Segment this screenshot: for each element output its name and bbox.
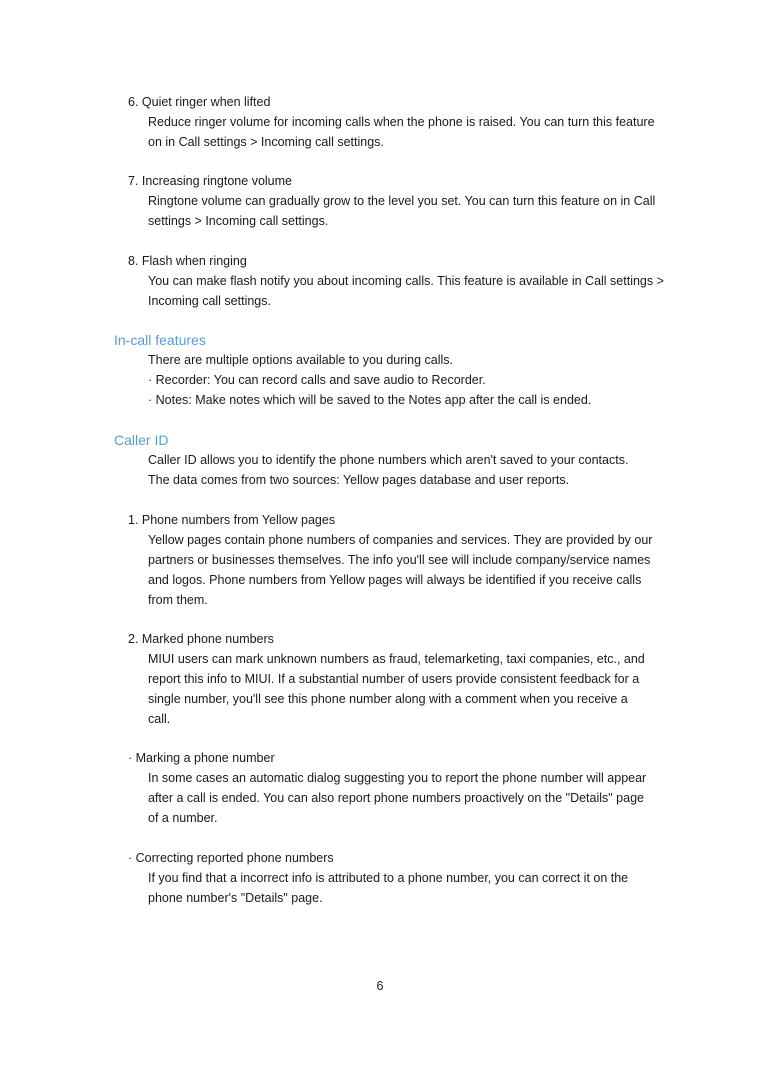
text-line: of a number.	[148, 811, 218, 825]
item-title-marking-number: · Marking a phone number	[128, 751, 275, 765]
text-line: report this info to MIUI. If a substantial number of users provide consistent feedback for a	[148, 672, 640, 686]
text-line: Yellow pages contain phone numbers of companies and services. They are provided by our	[148, 533, 653, 547]
text-line: · Recorder: You can record calls and save audio to Recorder.	[148, 373, 486, 387]
text-line: If you find that a incorrect info is attributed to a phone number, you can correct it on the	[148, 871, 629, 885]
text-line: Reduce ringer volume for incoming calls when the phone is raised. You can turn this feature	[148, 115, 655, 129]
item-body-flash-ringing	[148, 271, 668, 311]
section-body-incall	[148, 350, 668, 410]
section-heading-callerid: Caller ID	[114, 432, 169, 448]
text-line: after a call is ended. You can also report phone numbers proactively on the "Details" page	[148, 791, 644, 805]
item-body-marking-number	[148, 768, 668, 828]
item-title-marked-numbers: 2. Marked phone numbers	[128, 632, 274, 646]
item-title-flash-ringing: 8. Flash when ringing	[128, 254, 247, 268]
text-line: In some cases an automatic dialog suggesting you to report the phone number will appear	[148, 771, 647, 785]
item-title-correcting-numbers: · Correcting reported phone numbers	[128, 851, 334, 865]
text-line: Ringtone volume can gradually grow to the level you set. You can turn this feature on in Call	[148, 194, 656, 208]
text-line: settings > Incoming call settings.	[148, 214, 329, 228]
text-line: and logos. Phone numbers from Yellow pages will always be identified if you receive calls	[148, 573, 642, 587]
item-title-increasing-ringtone: 7. Increasing ringtone volume	[128, 174, 292, 188]
text-line: Incoming call settings.	[148, 294, 271, 308]
text-line: The data comes from two sources: Yellow pages database and user reports.	[148, 473, 570, 487]
item-body-quiet-ringer	[148, 112, 668, 152]
item-body-increasing-ringtone	[148, 191, 668, 231]
page-number: 6	[376, 979, 384, 993]
item-body-marked-numbers	[148, 649, 668, 729]
text-line: call.	[148, 712, 171, 726]
item-body-correcting-numbers	[148, 868, 668, 908]
section-body-callerid	[148, 450, 668, 490]
text-line: single number, you'll see this phone number along with a comment when you receive a	[148, 692, 628, 706]
item-title-yellow-pages: 1. Phone numbers from Yellow pages	[128, 513, 336, 527]
text-line: There are multiple options available to you during calls.	[148, 353, 454, 367]
text-line: MIUI users can mark unknown numbers as fraud, telemarketing, taxi companies, etc., and	[148, 652, 645, 666]
item-body-yellow-pages	[148, 530, 668, 610]
text-line: · Notes: Make notes which will be saved to the Notes app after the call is ended.	[148, 393, 592, 407]
text-line: partners or businesses themselves. The info you'll see will include company/service names	[148, 553, 651, 567]
text-line: phone number's "Details" page.	[148, 891, 323, 905]
text-line: You can make flash notify you about incoming calls. This feature is available in Call settings >	[148, 274, 664, 288]
item-title-quiet-ringer: 6. Quiet ringer when lifted	[128, 95, 271, 109]
section-heading-incall: In-call features	[114, 332, 206, 348]
text-line: Caller ID allows you to identify the phone numbers which aren't saved to your contacts.	[148, 453, 629, 467]
text-line: on in Call settings > Incoming call settings.	[148, 135, 384, 149]
text-line: from them.	[148, 593, 208, 607]
